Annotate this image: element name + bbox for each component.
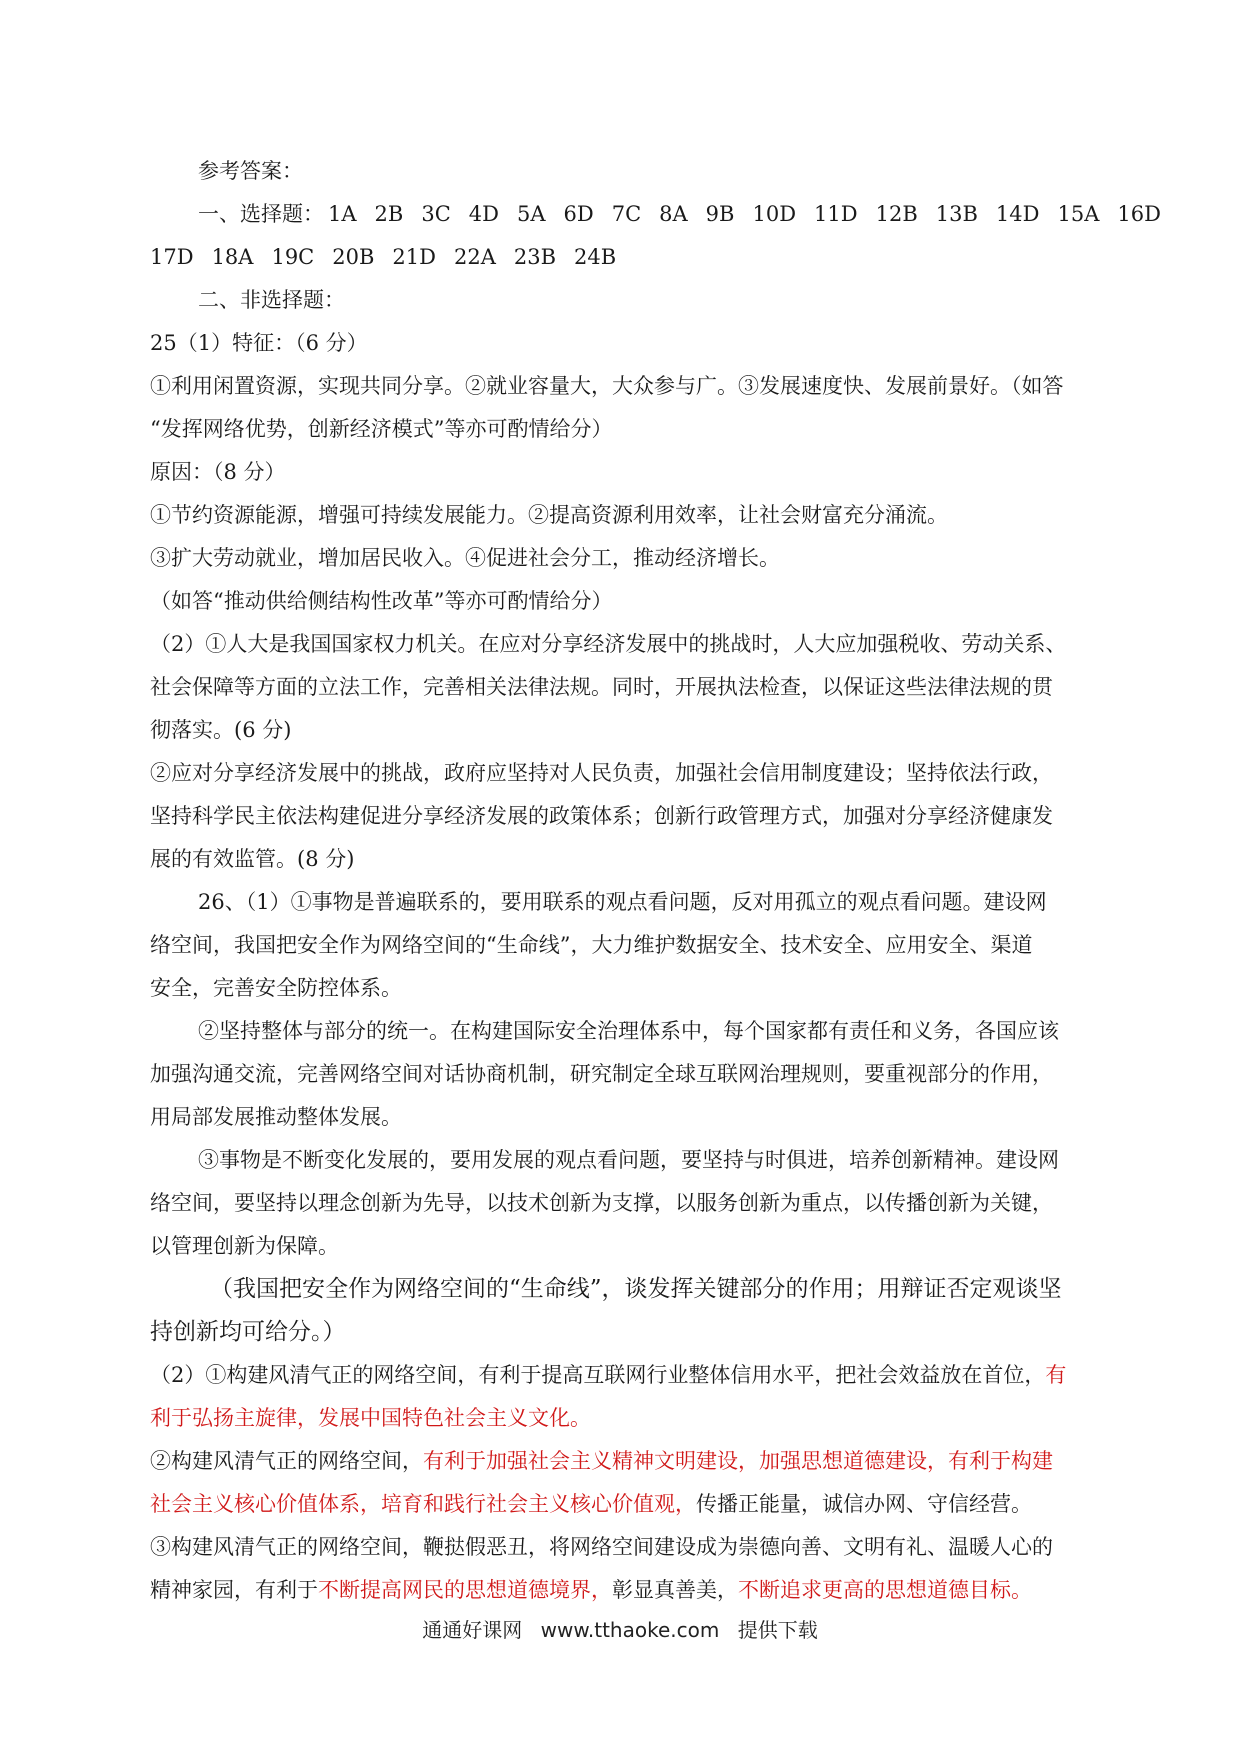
section2-label: 二、非选择题：	[198, 288, 345, 312]
mcq-answer: 12B	[875, 202, 918, 226]
mcq-answer: 6D	[563, 202, 594, 226]
text-segment: 精神家园，有利于	[150, 1578, 318, 1602]
mcq-answer: 18A	[211, 245, 254, 269]
text-line: 络空间，我国把安全作为网络空间的“生命线”，大力维护数据安全、技术安全、应用安全、渠道	[150, 933, 1033, 957]
footer-url[interactable]: www.tthaoke.com	[540, 1618, 720, 1642]
highlight-segment: 社会主义核心价值体系，培育和践行社会主义核心价值观，	[150, 1492, 696, 1516]
mcq-answer: 14D	[995, 202, 1040, 226]
text-line: 社会保障等方面的立法工作，完善相关法律法规。同时，开展执法检查，以保证这些法律法规的贯	[150, 675, 1053, 699]
text-line: 坚持科学民主依法构建促进分享经济发展的政策体系；创新行政管理方式，加强对分享经济健康发	[150, 804, 1053, 828]
text-line: 展的有效监管。(8 分)	[150, 847, 355, 871]
mcq-answer: 9B	[705, 202, 735, 226]
text-line: 用局部发展推动整体发展。	[150, 1105, 402, 1129]
text-line: （2）①人大是我国国家权力机关。在应对分享经济发展中的挑战时，人大应加强税收、劳动关系、	[150, 632, 1067, 656]
text-line: “发挥网络优势，创新经济模式”等亦可酌情给分）	[150, 417, 613, 441]
footer-suffix: 提供下载	[737, 1618, 818, 1642]
text-segment: 彰显真善美，	[612, 1578, 738, 1602]
text-line: 持创新均可给分。）	[150, 1319, 346, 1345]
mcq-answers-row1	[150, 193, 1161, 236]
highlight-segment: 不断提高网民的思想道德境界，	[318, 1578, 612, 1602]
highlight-line: 利于弘扬主旋律，发展中国特色社会主义文化。	[150, 1406, 591, 1430]
mcq-answers-row2	[150, 236, 1095, 279]
mcq-answer: 24B	[574, 245, 617, 269]
text-line: 安全，完善安全防控体系。	[150, 976, 402, 1000]
mcq-answer: 22A	[453, 245, 496, 269]
text-line: ②应对分享经济发展中的挑战，政府应坚持对人民负责，加强社会信用制度建设；坚持依法行政，	[150, 761, 1053, 785]
text-line: 原因：（8 分）	[150, 460, 286, 484]
highlight-segment: 有	[1045, 1363, 1067, 1387]
page-footer	[0, 1614, 1240, 1643]
mcq-answer: 10D	[752, 202, 797, 226]
mcq-answer: 5A	[516, 202, 546, 226]
text-line: ②坚持整体与部分的统一。在构建国际安全治理体系中，每个国家都有责任和义务，各国应该	[198, 1019, 1059, 1043]
mcq-answer: 21D	[392, 245, 436, 269]
answer-document	[150, 150, 1161, 1612]
text-line: 加强沟通交流，完善网络空间对话协商机制，研究制定全球互联网治理规则，要重视部分的作用，	[150, 1062, 1053, 1086]
mcq-answer: 2B	[374, 202, 404, 226]
highlight-segment: 有利于加强社会主义精神文明建设，加强思想道德建设，有利于构建	[423, 1449, 1053, 1473]
text-line	[150, 1483, 1095, 1526]
doc-title: 参考答案：	[198, 159, 303, 183]
text-segment: ②构建风清气正的网络空间，	[150, 1449, 423, 1473]
text-line: ③事物是不断变化发展的，要用发展的观点看问题，要坚持与时俱进，培养创新精神。建设网	[198, 1148, 1059, 1172]
text-segment: （2）①构建风清气正的网络空间，有利于提高互联网行业整体信用水平，把社会效益放在首位，	[150, 1363, 1046, 1387]
text-line: ③扩大劳动就业，增加居民收入。④促进社会分工，推动经济增长。	[150, 546, 780, 570]
mcq-answer: 13B	[935, 202, 978, 226]
text-line: 25（1）特征：（6 分）	[150, 331, 368, 355]
mcq-answer: 16D	[1117, 202, 1161, 226]
highlight-segment: 不断追求更高的思想道德目标。	[738, 1578, 1032, 1602]
text-line: ③构建风清气正的网络空间，鞭挞假恶丑，将网络空间建设成为崇德向善、文明有礼、温暖人心的	[150, 1535, 1053, 1559]
text-line	[150, 1569, 1095, 1612]
mcq-answer: 1A	[328, 202, 357, 226]
mcq-answer: 4D	[468, 202, 499, 226]
text-line: （如答“推动供给侧结构性改革”等亦可酌情给分）	[150, 589, 613, 613]
mcq-label: 一、选择题：	[198, 202, 324, 226]
text-line: ①利用闲置资源，实现共同分享。②就业容量大，大众参与广。③发展速度快、发展前景好。（如答	[150, 374, 1064, 398]
text-line: 以管理创新为保障。	[150, 1234, 339, 1258]
mcq-answer: 11D	[814, 202, 858, 226]
text-line: ①节约资源能源，增强可持续发展能力。②提高资源利用效率，让社会财富充分涌流。	[150, 503, 948, 527]
mcq-answer: 17D	[150, 245, 194, 269]
text-line: 彻落实。(6 分)	[150, 718, 292, 742]
mcq-answer: 20B	[332, 245, 375, 269]
mcq-answer: 7C	[611, 202, 642, 226]
footer-site-name: 通通好课网	[422, 1618, 523, 1642]
text-line: 络空间，要坚持以理念创新为先导，以技术创新为支撑，以服务创新为重点，以传播创新为关键，	[150, 1191, 1053, 1215]
mcq-answer: 15A	[1057, 202, 1100, 226]
mcq-answer: 23B	[513, 245, 557, 269]
text-line	[150, 1440, 1095, 1483]
mcq-answer: 19C	[271, 245, 315, 269]
text-line: （我国把安全作为网络空间的“生命线”，谈发挥关键部分的作用；用辩证否定观谈坚	[210, 1276, 1062, 1302]
mcq-answer: 3C	[421, 202, 451, 226]
mcq-answer: 8A	[659, 202, 688, 226]
text-line	[150, 1354, 1095, 1397]
text-segment: 传播正能量，诚信办网、守信经营。	[696, 1492, 1032, 1516]
text-line: 26、（1）①事物是普遍联系的，要用联系的观点看问题，反对用孤立的观点看问题。建设网	[198, 890, 1047, 914]
